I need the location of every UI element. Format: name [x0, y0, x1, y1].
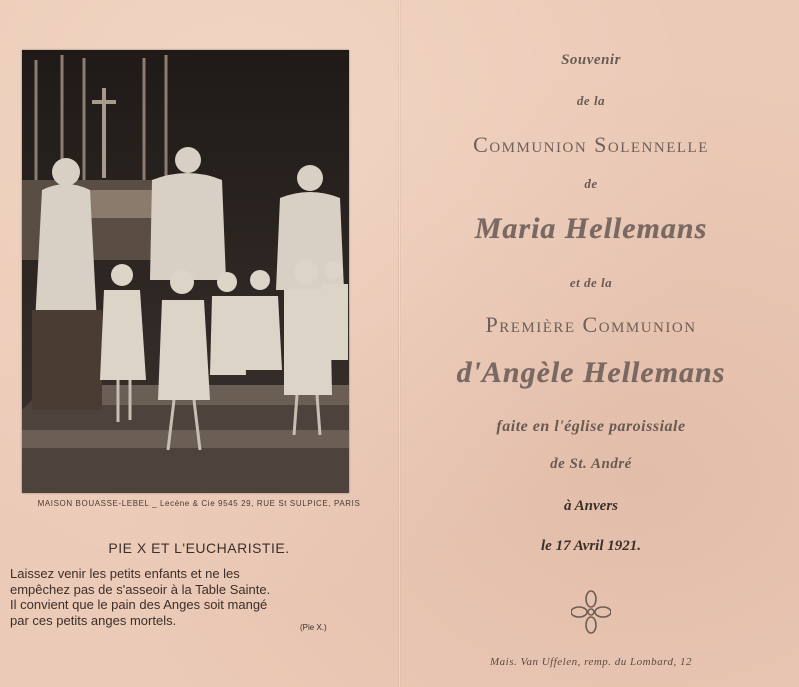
quote-line: Il convient que le pain des Anges soit mangé — [10, 597, 268, 612]
quote-line: empêchez pas de s'asseoir à la Table Sainte. — [10, 581, 271, 597]
communion-solennelle-heading: Communion Solennelle — [473, 132, 709, 157]
souvenir-text: Souvenir — [561, 52, 621, 68]
left-panel — [0, 0, 398, 687]
date-text: le 17 Avril 1921. — [541, 538, 641, 554]
quote-line: Laissez venir les petits enfants et ne les — [10, 566, 240, 581]
communion-engraving — [22, 50, 349, 493]
eucharist-quote — [10, 566, 346, 628]
de-text: de — [584, 176, 598, 191]
premiere-communion-heading: Première Communion — [485, 312, 697, 337]
printer-credit: Mais. Van Uffelen, remp. du Lombard, 12 — [489, 656, 692, 668]
quote-line: par ces petits anges mortels. — [10, 612, 177, 628]
quote-attribution: (Pie X.) — [300, 623, 327, 632]
right-panel — [401, 0, 799, 687]
church-text: faite en l'église paroissiale — [496, 418, 686, 435]
city-text: à Anvers — [563, 498, 619, 514]
name-maria: Maria Hellemans — [474, 212, 708, 245]
publisher-imprint: MAISON BOUASSE-LEBEL _ Lecène & Cie 9545 29, RUE St SULPICE, PARIS — [37, 499, 361, 508]
de-la-text: de la — [576, 93, 606, 108]
name-angele: d'Angèle Hellemans — [456, 356, 726, 389]
et-de-la-text: et de la — [569, 275, 613, 290]
parish-text: de St. André — [550, 456, 632, 472]
cross-ornament-icon — [571, 590, 611, 639]
eucharist-title: PIE X ET L'EUCHARISTIE. — [108, 540, 290, 556]
